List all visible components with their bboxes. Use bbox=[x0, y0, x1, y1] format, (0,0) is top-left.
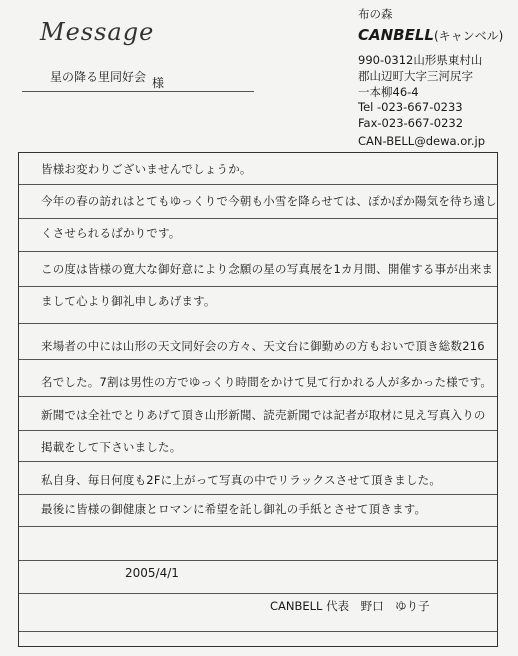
sender-tel: Tel -023-667-0233 bbox=[358, 100, 463, 114]
letter-row bbox=[19, 431, 497, 462]
sender-brand-kana: (キャンベル) bbox=[433, 29, 504, 43]
sender-email: CAN-BELL@dewa.or.jp bbox=[358, 134, 486, 148]
letter-line: 掲載をして下さいました。 bbox=[41, 440, 182, 454]
sender-brand-name: CANBELL bbox=[358, 26, 434, 44]
letter-row bbox=[19, 462, 497, 495]
letter-line: 来場者の中には山形の天文同好会の方々、天文台に御勤めの方もおいで頂き総数216 bbox=[41, 339, 485, 353]
sender-address-1: 990-0312山形県東村山 bbox=[358, 53, 483, 67]
letter-row bbox=[19, 153, 497, 185]
letter-row bbox=[19, 360, 497, 397]
letter-row bbox=[19, 219, 497, 252]
letter-line: この度は皆様の寛大な御好意により念願の星の写真展を1カ月間、開催する事が出来ま bbox=[41, 262, 494, 276]
letter-row bbox=[19, 185, 497, 219]
recipient-honorific: 様 bbox=[152, 76, 165, 90]
letter-line: くさせられるばかりです。 bbox=[41, 226, 181, 240]
letter-line: 新聞では全社でとりあげて頂き山形新聞、読売新聞では記者が取材に見え写真入りの bbox=[41, 408, 486, 422]
letter-date: 2005/4/1 bbox=[125, 566, 179, 580]
sender-brand bbox=[358, 26, 503, 44]
sender-address-2: 郡山辺町大字三河尻字 bbox=[358, 69, 473, 83]
sender-address-3: 一本柳46-4 bbox=[358, 85, 419, 99]
letter-row bbox=[19, 561, 497, 594]
letter-row bbox=[19, 495, 497, 527]
sender-fax: Fax-023-667-0232 bbox=[358, 116, 464, 130]
letter-line: 名でした。7割は男性の方でゆっくり時間をかけて見て行かれる人が多かった様です。 bbox=[41, 375, 493, 389]
letter-signature: CANBELL 代表 野口 ゆり子 bbox=[270, 599, 430, 613]
letter-line: 今年の春の訪れはとてもゆっくりで今朝も小雪を降らせては、ぽかぽか陽気を待ち遠し bbox=[41, 194, 497, 208]
letter-line: 皆様お変わりございませんでしょうか。 bbox=[41, 162, 252, 176]
letter-box bbox=[18, 152, 498, 647]
message-title: Message bbox=[40, 18, 155, 46]
letter-row bbox=[19, 397, 497, 431]
recipient-underline bbox=[22, 91, 254, 92]
letter-line: まして心より御礼申しあげます。 bbox=[41, 294, 216, 308]
sender-small-line: 布の森 bbox=[358, 7, 393, 21]
letter-row bbox=[19, 527, 497, 561]
recipient-name: 星の降る里同好会 bbox=[50, 70, 147, 84]
letter-line: 私自身、毎日何度も2Fに上がって写真の中でリラックスさせて頂きました。 bbox=[41, 473, 442, 487]
letter-row bbox=[19, 252, 497, 287]
letter-row bbox=[19, 287, 497, 324]
letter-row bbox=[19, 324, 497, 360]
letter-line: 最後に皆様の御健康とロマンに希望を託し御礼の手紙とさせて頂きます。 bbox=[41, 502, 427, 516]
